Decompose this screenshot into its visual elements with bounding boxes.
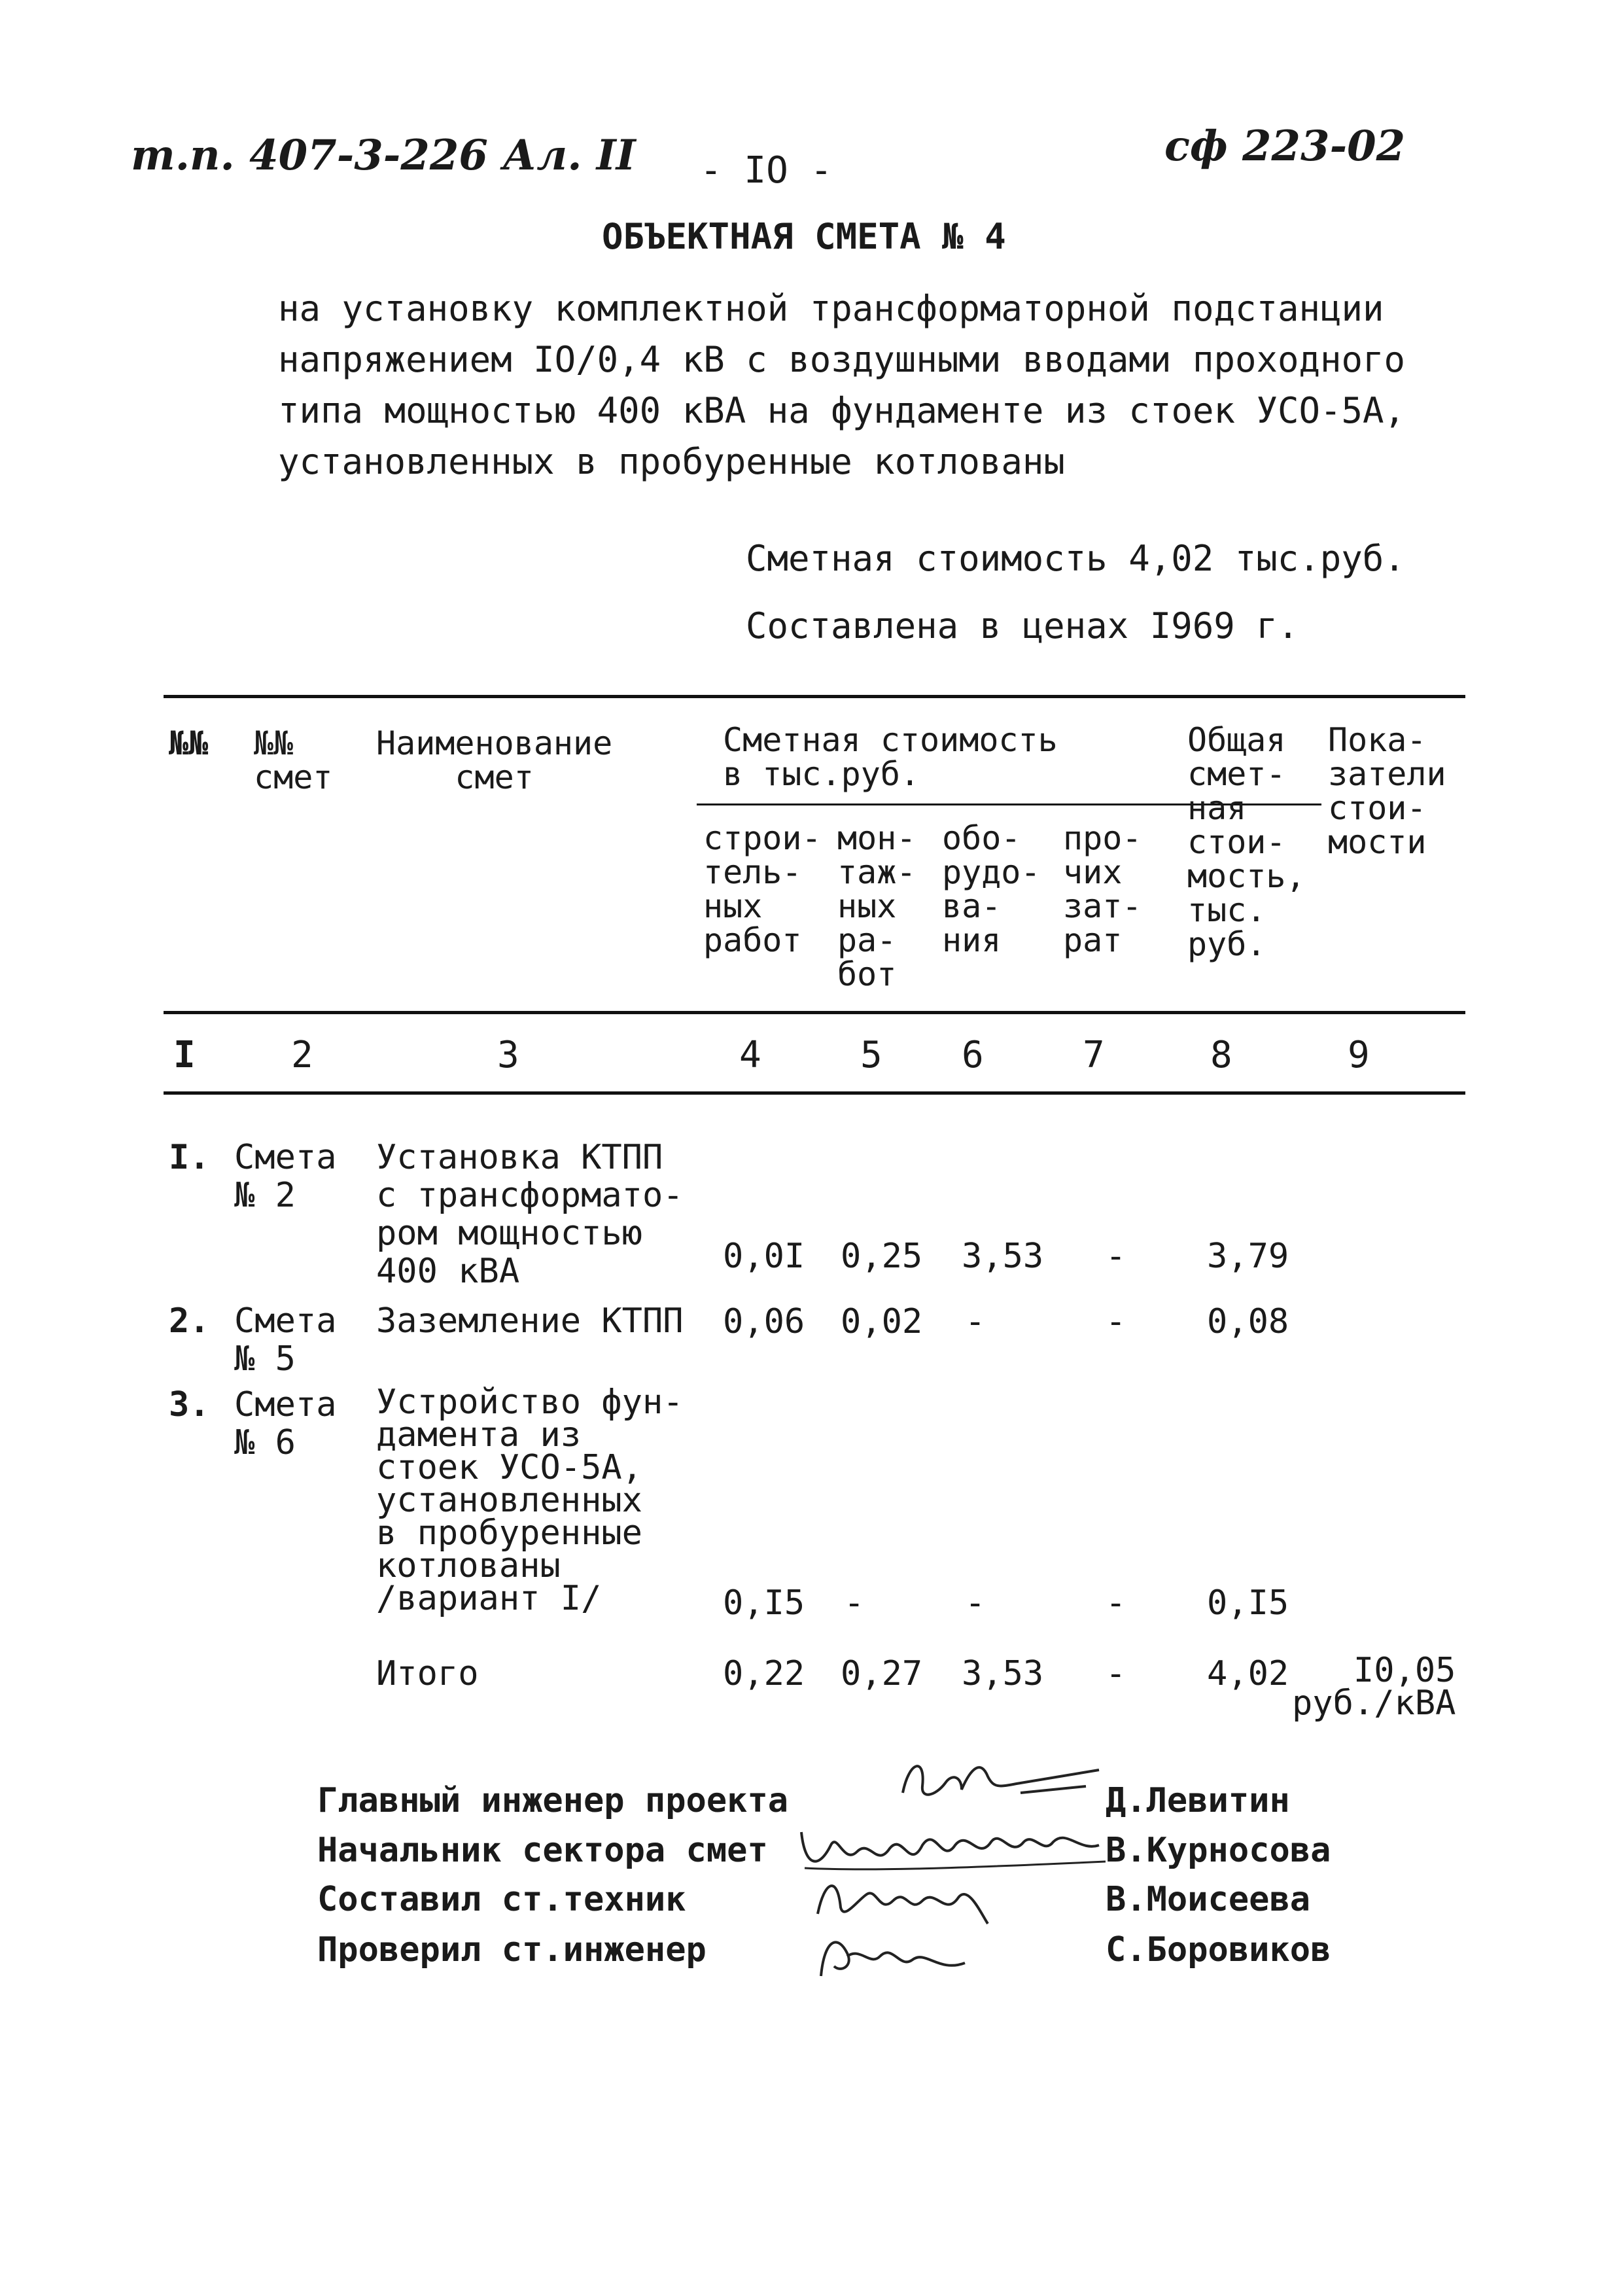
table-row-3-ref: Смета № 6: [234, 1385, 337, 1462]
table-row-2-name: Заземление КТПП: [376, 1301, 684, 1341]
col-number-9: 9: [1348, 1034, 1370, 1076]
table-row-3-number: 3.: [169, 1385, 210, 1424]
table-row-1-number: I.: [169, 1138, 210, 1177]
header-col-installation: мон- таж- ных ра- бот: [837, 819, 916, 993]
table-top-rule: [164, 695, 1465, 698]
table-row-1-c4: 0,0I: [723, 1237, 805, 1276]
numbers-bottom-rule: [164, 1091, 1465, 1095]
header-col-other: про- чих зат- рат: [1063, 819, 1142, 959]
table-row-2-ref: Смета № 5: [234, 1301, 337, 1379]
total-label: Итого: [376, 1654, 479, 1693]
table-row-1-c8: 3,79: [1207, 1237, 1289, 1276]
table-row-1-ref: Смета № 2: [234, 1138, 337, 1215]
total-c7: -: [1106, 1654, 1126, 1693]
total-c9: I0,05 руб./кВА: [1292, 1651, 1456, 1723]
signature-name-4: С.Боровиков: [1106, 1930, 1331, 1969]
table-row-2-c5: 0,02: [841, 1302, 923, 1341]
header-bottom-rule: [164, 1011, 1465, 1014]
table-row-1-c7: -: [1106, 1237, 1126, 1276]
signature-name-1: Д.Левитин: [1106, 1781, 1290, 1820]
subtitle-line-1: на установку комплектной трансформаторной подстанции: [278, 288, 1384, 329]
col-number-5: 5: [860, 1034, 882, 1076]
col-number-6: 6: [962, 1034, 984, 1076]
table-row-3-name: Устройство фун- дамента из стоек УСО-5А, установленных в пробуренные котлованы /вариант I/: [376, 1383, 684, 1618]
subtitle-line-2: напряжением IO/0,4 кВ с воздушными вводами проходного: [278, 339, 1406, 380]
signature-mark-4: [808, 1920, 978, 1992]
table-row-1-name: Установка КТПП с трансформато- ром мощностью 400 кВА: [376, 1138, 684, 1291]
page-number: - IO -: [700, 149, 833, 192]
total-c4: 0,22: [723, 1654, 805, 1693]
header-col-estimate-ref: №№ смет: [254, 724, 333, 796]
header-col-total-cost: Общая смет- ная стои- мость, тыс. руб.: [1187, 721, 1306, 963]
col-number-1: I: [173, 1034, 196, 1076]
table-row-2-c4: 0,06: [723, 1302, 805, 1341]
header-col-equipment: обо- рудо- ва- ния: [942, 819, 1041, 959]
signature-role-2: Начальник сектора смет: [317, 1831, 768, 1870]
col-number-7: 7: [1083, 1034, 1105, 1076]
table-row-1-c5: 0,25: [841, 1237, 923, 1276]
subtitle-line-3: типа мощностью 400 кВА на фундаменте из стоек УСО-5А,: [278, 390, 1406, 431]
table-row-2-number: 2.: [169, 1301, 210, 1341]
table-row-3-c4: 0,I5: [723, 1583, 805, 1623]
table-row-2-c8: 0,08: [1207, 1302, 1289, 1341]
header-col-name: Наименование смет: [376, 724, 613, 796]
stamp-right: сф 223-02: [1164, 122, 1406, 171]
header-col-construction: строи- тель- ных работ: [703, 819, 822, 959]
signature-role-3: Составил ст.техник: [317, 1880, 686, 1919]
table-row-2-c6: -: [965, 1302, 986, 1341]
total-c6: 3,53: [962, 1654, 1044, 1693]
table-row-3-c5: -: [844, 1583, 865, 1623]
col-number-8: 8: [1210, 1034, 1232, 1076]
signature-role-4: Проверил ст.инженер: [317, 1930, 707, 1969]
total-c5: 0,27: [841, 1654, 923, 1693]
total-c8: 4,02: [1207, 1654, 1289, 1693]
col-number-2: 2: [291, 1034, 313, 1076]
table-row-2-c7: -: [1106, 1302, 1126, 1341]
signature-role-1: Главный инженер проекта: [317, 1781, 789, 1820]
subtitle-line-4: установленных в пробуренные котлованы: [278, 441, 1065, 482]
page-title: ОБЪЕКТНАЯ СМЕТА № 4: [602, 216, 1006, 257]
header-col-indicators: Пока- затели стои- мости: [1328, 721, 1446, 861]
col-number-3: 3: [497, 1034, 519, 1076]
header-col-number: №№: [169, 724, 209, 762]
prices-year: Составлена в ценах I969 г.: [746, 605, 1299, 646]
col-number-4: 4: [739, 1034, 761, 1076]
table-row-3-c7: -: [1106, 1583, 1126, 1623]
stamp-left: т.п. 407-3-226 Ал. II: [131, 131, 636, 180]
signature-name-3: В.Моисеева: [1106, 1880, 1311, 1919]
signature-name-2: В.Курносова: [1106, 1831, 1331, 1870]
estimated-cost: Сметная стоимость 4,02 тыс.руб.: [746, 538, 1405, 579]
table-row-3-c6: -: [965, 1583, 986, 1623]
header-cost-group: Сметная стоимость в тыс.руб.: [723, 721, 1058, 793]
table-row-3-c8: 0,I5: [1207, 1583, 1289, 1623]
table-row-1-c6: 3,53: [962, 1237, 1044, 1276]
